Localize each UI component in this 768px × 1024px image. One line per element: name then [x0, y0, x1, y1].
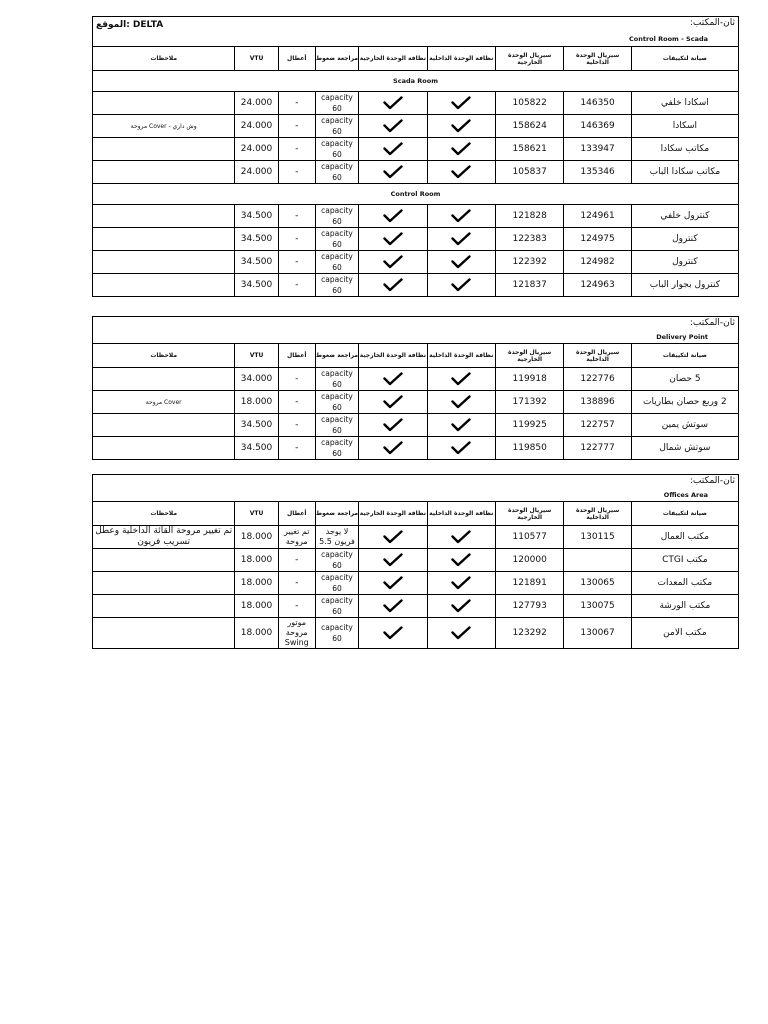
table-row — [93, 414, 738, 437]
pressure-check-cell: capacity 60 — [315, 618, 358, 649]
outdoor-clean-cell — [359, 526, 427, 549]
check-mark-icon — [359, 209, 426, 223]
table-row — [93, 115, 738, 138]
unit-name-cell: مكتب الورشة — [631, 595, 738, 618]
indoor-serial-cell: 138896 — [564, 391, 631, 414]
faults-cell: - — [278, 115, 315, 138]
table-row — [93, 161, 738, 184]
table-row — [93, 274, 738, 297]
table-row — [93, 595, 738, 618]
outdoor-clean-cell — [359, 414, 427, 437]
outdoor-serial-cell: 119850 — [495, 437, 563, 460]
faults-cell: - — [278, 437, 315, 460]
indoor-clean-cell — [427, 618, 495, 649]
office-label: ثان-المكتب: — [689, 318, 735, 328]
outdoor-clean-cell — [359, 161, 427, 184]
vtu-cell: 18.000 — [235, 572, 278, 595]
indoor-serial-cell: 133947 — [564, 138, 631, 161]
check-mark-icon — [428, 165, 495, 179]
faults-cell: - — [278, 368, 315, 391]
check-mark-icon — [359, 553, 426, 567]
indoor-serial-cell: 146350 — [564, 92, 631, 115]
section-title: Control Room — [93, 184, 738, 205]
outdoor-clean-cell — [359, 391, 427, 414]
indoor-clean-cell — [427, 92, 495, 115]
section-row — [93, 184, 738, 205]
header-indoor-clean: نظافة الوحدة الداخلية — [427, 344, 495, 368]
unit-name-cell: كنترول — [631, 228, 738, 251]
faults-cell: - — [278, 138, 315, 161]
pressure-check-cell: capacity 60 — [315, 161, 358, 184]
indoor-serial-cell: 122757 — [564, 414, 631, 437]
header-row — [93, 47, 738, 71]
unit-name-cell: سوتش شمال — [631, 437, 738, 460]
check-mark-icon — [428, 441, 495, 455]
sheet-title-bar — [93, 17, 738, 47]
indoor-serial-cell: 135346 — [564, 161, 631, 184]
check-mark-icon — [359, 96, 426, 110]
check-mark-icon — [359, 599, 426, 613]
table-row — [93, 549, 738, 572]
header-row — [93, 344, 738, 368]
check-mark-icon — [359, 119, 426, 133]
header-outdoor-serial: سيريال الوحدة الخارجية — [495, 344, 563, 368]
table-row — [93, 618, 738, 649]
indoor-serial-cell: 130065 — [564, 572, 631, 595]
faults-cell: موتور مروحة Swing — [278, 618, 315, 649]
outdoor-serial-cell: 158624 — [495, 115, 563, 138]
indoor-serial-cell — [564, 549, 631, 572]
header-vtu: VTU — [235, 502, 278, 526]
pressure-check-cell: capacity 60 — [315, 115, 358, 138]
header-faults: أعطال — [278, 502, 315, 526]
check-mark-icon — [428, 530, 495, 544]
sheet-control-room-scada — [92, 16, 739, 297]
notes-cell — [93, 274, 235, 297]
header-faults: أعطال — [278, 344, 315, 368]
pressure-check-cell: capacity 60 — [315, 368, 358, 391]
indoor-clean-cell — [427, 205, 495, 228]
indoor-serial-cell: 124963 — [564, 274, 631, 297]
notes-cell: Cover مروحة — [93, 391, 235, 414]
vtu-cell: 34.500 — [235, 228, 278, 251]
pressure-check-cell: capacity 60 — [315, 595, 358, 618]
table-row — [93, 391, 738, 414]
header-maintenance: صيانة لتكييفات — [631, 344, 738, 368]
check-mark-icon — [359, 418, 426, 432]
header-pressure-check: مراجعة ضغوط — [315, 47, 358, 71]
vtu-cell: 18.000 — [235, 618, 278, 649]
outdoor-serial-cell: 127793 — [495, 595, 563, 618]
table-row — [93, 138, 738, 161]
outdoor-serial-cell: 123292 — [495, 618, 563, 649]
sheet-delivery-point — [92, 316, 739, 460]
header-maintenance: صيانة لتكييفات — [631, 502, 738, 526]
check-mark-icon — [428, 418, 495, 432]
pressure-check-cell: capacity 60 — [315, 228, 358, 251]
faults-cell: - — [278, 228, 315, 251]
outdoor-serial-cell: 120000 — [495, 549, 563, 572]
outdoor-serial-cell: 171392 — [495, 391, 563, 414]
maintenance-table — [93, 344, 738, 459]
pressure-check-cell: capacity 60 — [315, 251, 358, 274]
maintenance-table — [93, 47, 738, 296]
section-title: Scada Room — [93, 71, 738, 92]
outdoor-serial-cell: 122383 — [495, 228, 563, 251]
header-vtu: VTU — [235, 47, 278, 71]
faults-cell: - — [278, 92, 315, 115]
unit-name-cell: مكاتب سكادا الباب — [631, 161, 738, 184]
outdoor-serial-cell: 122392 — [495, 251, 563, 274]
vtu-cell: 34.500 — [235, 274, 278, 297]
sheet-offices-area — [92, 474, 739, 649]
header-faults: أعطال — [278, 47, 315, 71]
outdoor-serial-cell: 121837 — [495, 274, 563, 297]
outdoor-clean-cell — [359, 595, 427, 618]
notes-cell — [93, 549, 235, 572]
notes-cell — [93, 618, 235, 649]
notes-cell — [93, 437, 235, 460]
unit-name-cell: سوتش يمين — [631, 414, 738, 437]
outdoor-serial-cell: 110577 — [495, 526, 563, 549]
vtu-cell: 18.000 — [235, 549, 278, 572]
vtu-cell: 18.000 — [235, 526, 278, 549]
indoor-clean-cell — [427, 437, 495, 460]
unit-name-cell: 5 حصان — [631, 368, 738, 391]
indoor-clean-cell — [427, 368, 495, 391]
faults-cell: - — [278, 595, 315, 618]
indoor-serial-cell: 122777 — [564, 437, 631, 460]
unit-name-cell: مكتب العمال — [631, 526, 738, 549]
sheet-subtitle: Control Room - Scada — [628, 35, 708, 43]
table-row — [93, 572, 738, 595]
outdoor-clean-cell — [359, 228, 427, 251]
header-indoor-serial: سيريال الوحدة الداخلية — [564, 47, 631, 71]
faults-cell: - — [278, 161, 315, 184]
unit-name-cell: مكتب الامن — [631, 618, 738, 649]
vtu-cell: 34.500 — [235, 251, 278, 274]
notes-cell — [93, 138, 235, 161]
indoor-serial-cell: 124975 — [564, 228, 631, 251]
check-mark-icon — [359, 232, 426, 246]
pressure-check-cell: capacity 60 — [315, 274, 358, 297]
faults-cell: - — [278, 205, 315, 228]
site-label: الموقع: DELTA — [96, 20, 164, 30]
sheet-subtitle: Delivery Point — [656, 333, 708, 341]
notes-cell — [93, 161, 235, 184]
outdoor-clean-cell — [359, 437, 427, 460]
indoor-serial-cell: 124961 — [564, 205, 631, 228]
check-mark-icon — [359, 530, 426, 544]
pressure-check-cell: capacity 60 — [315, 205, 358, 228]
table-row — [93, 437, 738, 460]
indoor-clean-cell — [427, 572, 495, 595]
check-mark-icon — [428, 232, 495, 246]
unit-name-cell: اسكادا — [631, 115, 738, 138]
maintenance-table — [93, 502, 738, 648]
outdoor-serial-cell: 158621 — [495, 138, 563, 161]
pressure-check-cell: لا يوجد فريون 5.5 — [315, 526, 358, 549]
notes-cell — [93, 414, 235, 437]
check-mark-icon — [359, 441, 426, 455]
header-outdoor-serial: سيريال الوحدة الخارجية — [495, 502, 563, 526]
check-mark-icon — [359, 395, 426, 409]
outdoor-serial-cell: 121828 — [495, 205, 563, 228]
table-row — [93, 92, 738, 115]
outdoor-serial-cell: 105822 — [495, 92, 563, 115]
notes-cell — [93, 572, 235, 595]
vtu-cell: 24.000 — [235, 161, 278, 184]
outdoor-serial-cell: 105837 — [495, 161, 563, 184]
header-indoor-clean: نظافة الوحدة الداخلية — [427, 502, 495, 526]
indoor-serial-cell: 130115 — [564, 526, 631, 549]
faults-cell: - — [278, 549, 315, 572]
notes-cell: تم تغيير مروحة القائة الداخلية وعطل تسريب فريون — [93, 526, 235, 549]
vtu-cell: 34.500 — [235, 414, 278, 437]
header-pressure-check: مراجعة ضغوط — [315, 502, 358, 526]
table-row — [93, 228, 738, 251]
outdoor-clean-cell — [359, 368, 427, 391]
office-label: ثان-المكتب: — [689, 18, 735, 28]
notes-cell — [93, 205, 235, 228]
outdoor-clean-cell — [359, 138, 427, 161]
check-mark-icon — [428, 142, 495, 156]
sheet-title-bar — [93, 475, 738, 502]
notes-cell — [93, 595, 235, 618]
faults-cell: - — [278, 572, 315, 595]
check-mark-icon — [359, 372, 426, 386]
header-outdoor-clean: نظافة الوحدة الخارجية — [359, 344, 427, 368]
vtu-cell: 24.000 — [235, 138, 278, 161]
unit-name-cell: كنترول خلفي — [631, 205, 738, 228]
faults-cell: - — [278, 391, 315, 414]
check-mark-icon — [428, 626, 495, 640]
unit-name-cell: مكتب المعدات — [631, 572, 738, 595]
check-mark-icon — [359, 165, 426, 179]
header-outdoor-clean: نظافة الوحدة الخارجية — [359, 47, 427, 71]
notes-cell — [93, 368, 235, 391]
outdoor-serial-cell: 119925 — [495, 414, 563, 437]
indoor-serial-cell: 146369 — [564, 115, 631, 138]
outdoor-clean-cell — [359, 251, 427, 274]
header-indoor-serial: سيريال الوحدة الداخلية — [564, 344, 631, 368]
office-label: ثان-المكتب: — [689, 476, 735, 486]
check-mark-icon — [428, 576, 495, 590]
unit-name-cell: مكتب CTGI — [631, 549, 738, 572]
check-mark-icon — [428, 96, 495, 110]
header-notes: ملاحظات — [93, 502, 235, 526]
header-indoor-serial: سيريال الوحدة الداخلية — [564, 502, 631, 526]
table-row — [93, 368, 738, 391]
header-outdoor-serial: سيريال الوحدة الخارجية — [495, 47, 563, 71]
indoor-clean-cell — [427, 526, 495, 549]
faults-cell: - — [278, 414, 315, 437]
check-mark-icon — [428, 372, 495, 386]
check-mark-icon — [428, 599, 495, 613]
check-mark-icon — [428, 553, 495, 567]
pressure-check-cell: capacity 60 — [315, 414, 358, 437]
unit-name-cell: كنترول — [631, 251, 738, 274]
indoor-clean-cell — [427, 251, 495, 274]
pressure-check-cell: capacity 60 — [315, 92, 358, 115]
header-notes: ملاحظات — [93, 344, 235, 368]
vtu-cell: 34.500 — [235, 205, 278, 228]
unit-name-cell: كنترول بجوار الباب — [631, 274, 738, 297]
notes-cell — [93, 251, 235, 274]
check-mark-icon — [359, 576, 426, 590]
indoor-clean-cell — [427, 274, 495, 297]
outdoor-clean-cell — [359, 115, 427, 138]
unit-name-cell: مكاتب سكادا — [631, 138, 738, 161]
outdoor-clean-cell — [359, 549, 427, 572]
notes-cell — [93, 228, 235, 251]
outdoor-serial-cell: 119918 — [495, 368, 563, 391]
check-mark-icon — [359, 626, 426, 640]
vtu-cell: 34.000 — [235, 368, 278, 391]
vtu-cell: 18.000 — [235, 595, 278, 618]
check-mark-icon — [428, 209, 495, 223]
indoor-serial-cell: 130067 — [564, 618, 631, 649]
pressure-check-cell: capacity 60 — [315, 138, 358, 161]
check-mark-icon — [359, 142, 426, 156]
indoor-serial-cell: 122776 — [564, 368, 631, 391]
indoor-serial-cell: 130075 — [564, 595, 631, 618]
check-mark-icon — [428, 119, 495, 133]
outdoor-clean-cell — [359, 205, 427, 228]
vtu-cell: 24.000 — [235, 92, 278, 115]
header-notes: ملاحظات — [93, 47, 235, 71]
faults-cell: تم تغيير مروحة — [278, 526, 315, 549]
pressure-check-cell: capacity 60 — [315, 391, 358, 414]
header-outdoor-clean: نظافة الوحدة الخارجية — [359, 502, 427, 526]
outdoor-clean-cell — [359, 572, 427, 595]
vtu-cell: 18.000 — [235, 391, 278, 414]
indoor-clean-cell — [427, 549, 495, 572]
sheet-title-bar — [93, 317, 738, 344]
indoor-serial-cell: 124982 — [564, 251, 631, 274]
unit-name-cell: اسكادا خلفي — [631, 92, 738, 115]
header-indoor-clean: نظافة الوحدة الداخلية — [427, 47, 495, 71]
check-mark-icon — [359, 255, 426, 269]
faults-cell: - — [278, 251, 315, 274]
indoor-clean-cell — [427, 161, 495, 184]
indoor-clean-cell — [427, 391, 495, 414]
vtu-cell: 34.500 — [235, 437, 278, 460]
header-row — [93, 502, 738, 526]
header-pressure-check: مراجعة ضغوط — [315, 344, 358, 368]
vtu-cell: 24.000 — [235, 115, 278, 138]
table-row — [93, 251, 738, 274]
indoor-clean-cell — [427, 414, 495, 437]
faults-cell: - — [278, 274, 315, 297]
indoor-clean-cell — [427, 595, 495, 618]
indoor-clean-cell — [427, 228, 495, 251]
check-mark-icon — [428, 395, 495, 409]
outdoor-clean-cell — [359, 618, 427, 649]
pressure-check-cell: capacity 60 — [315, 572, 358, 595]
check-mark-icon — [428, 278, 495, 292]
check-mark-icon — [359, 278, 426, 292]
pressure-check-cell: capacity 60 — [315, 437, 358, 460]
notes-cell — [93, 92, 235, 115]
sheet-subtitle: Offices Area — [663, 491, 708, 499]
section-row — [93, 71, 738, 92]
header-maintenance: صيانة لتكييفات — [631, 47, 738, 71]
table-row — [93, 205, 738, 228]
outdoor-clean-cell — [359, 274, 427, 297]
unit-name-cell: 2 وربع حصان بطاريات — [631, 391, 738, 414]
notes-cell: وش داري - Cover مروحة — [93, 115, 235, 138]
indoor-clean-cell — [427, 115, 495, 138]
pressure-check-cell: capacity 60 — [315, 549, 358, 572]
outdoor-serial-cell: 121891 — [495, 572, 563, 595]
header-vtu: VTU — [235, 344, 278, 368]
check-mark-icon — [428, 255, 495, 269]
outdoor-clean-cell — [359, 92, 427, 115]
table-row — [93, 526, 738, 549]
indoor-clean-cell — [427, 138, 495, 161]
